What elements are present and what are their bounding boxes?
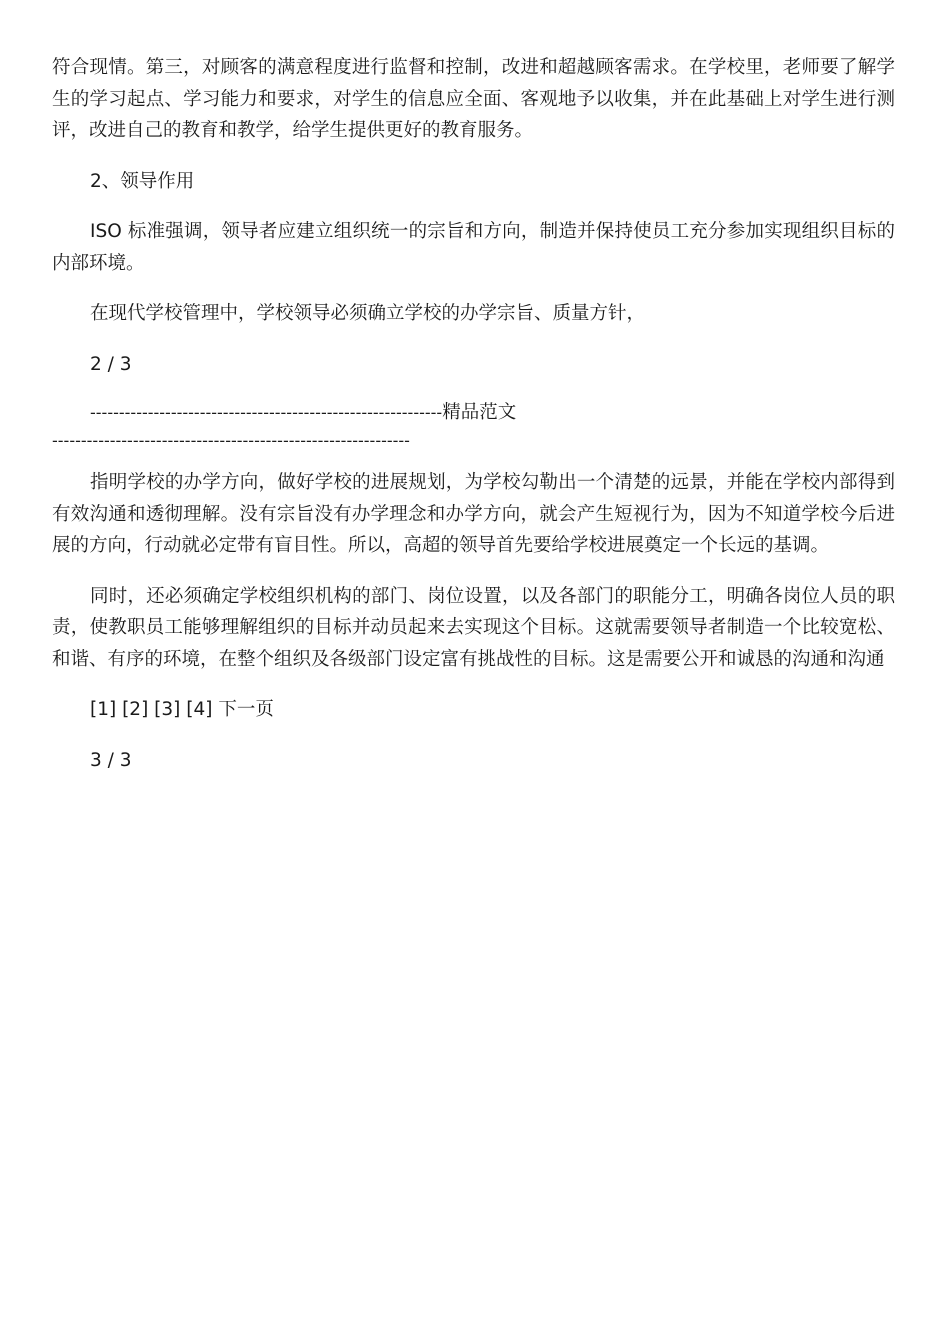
body-paragraph: 指明学校的办学方向，做好学校的进展规划，为学校勾勒出一个清楚的远景，并能在学校内部得到有效沟通和透彻理解。没有宗旨没有办学理念和办学方向，就会产生短视行为，因为不知道学校今后进展的方向，行动就必定带有盲目性。所以，高超的领导首先要给学校进展奠定一个长远的基调。 — [52, 472, 895, 556]
separator-line-top — [52, 399, 895, 427]
page-separator — [52, 399, 895, 455]
body-paragraph: 在现代学校管理中，学校领导必须确立学校的办学宗旨、质量方针， — [90, 303, 646, 324]
body-paragraph: 符合现情。第三，对顾客的满意程度进行监督和控制，改进和超越顾客需求。在学校里，老师要了解学生的学习起点、学习能力和要求，对学生的信息应全面、客观地予以收集，并在此基础上对学生进行测评，改进自己的教育和教学，给学生提供更好的教育服务。 — [52, 57, 895, 141]
page-number: 2 / 3 — [90, 353, 132, 375]
pagination-links[interactable]: [1] [2] [3] [4] 下一页 — [90, 699, 274, 720]
separator-dashes: ------------------------------------------------------------- — [90, 403, 443, 422]
separator-line-bottom: -------------------------------------------------------------- — [52, 431, 410, 450]
page-number: 3 / 3 — [90, 749, 132, 771]
body-paragraph: ISO 标准强调，领导者应建立组织统一的宗旨和方向，制造并保持使员工充分参加实现组织目标的内部环境。 — [52, 221, 895, 274]
body-paragraph: 同时，还必须确定学校组织机构的部门、岗位设置，以及各部门的职能分工，明确各岗位人员的职责，使教职员工能够理解组织的目标并动员起来去实现这个目标。这就需要领导者制造一个比较宽松、和谐、有序的环境，在整个组织及各级部门设定富有挑战性的目标。这是需要公开和诚恳的沟通和沟通 — [52, 585, 895, 670]
section-heading: 2、领导作用 — [90, 170, 195, 192]
document-page — [52, 52, 895, 776]
separator-title: 精品范文 — [442, 402, 517, 423]
